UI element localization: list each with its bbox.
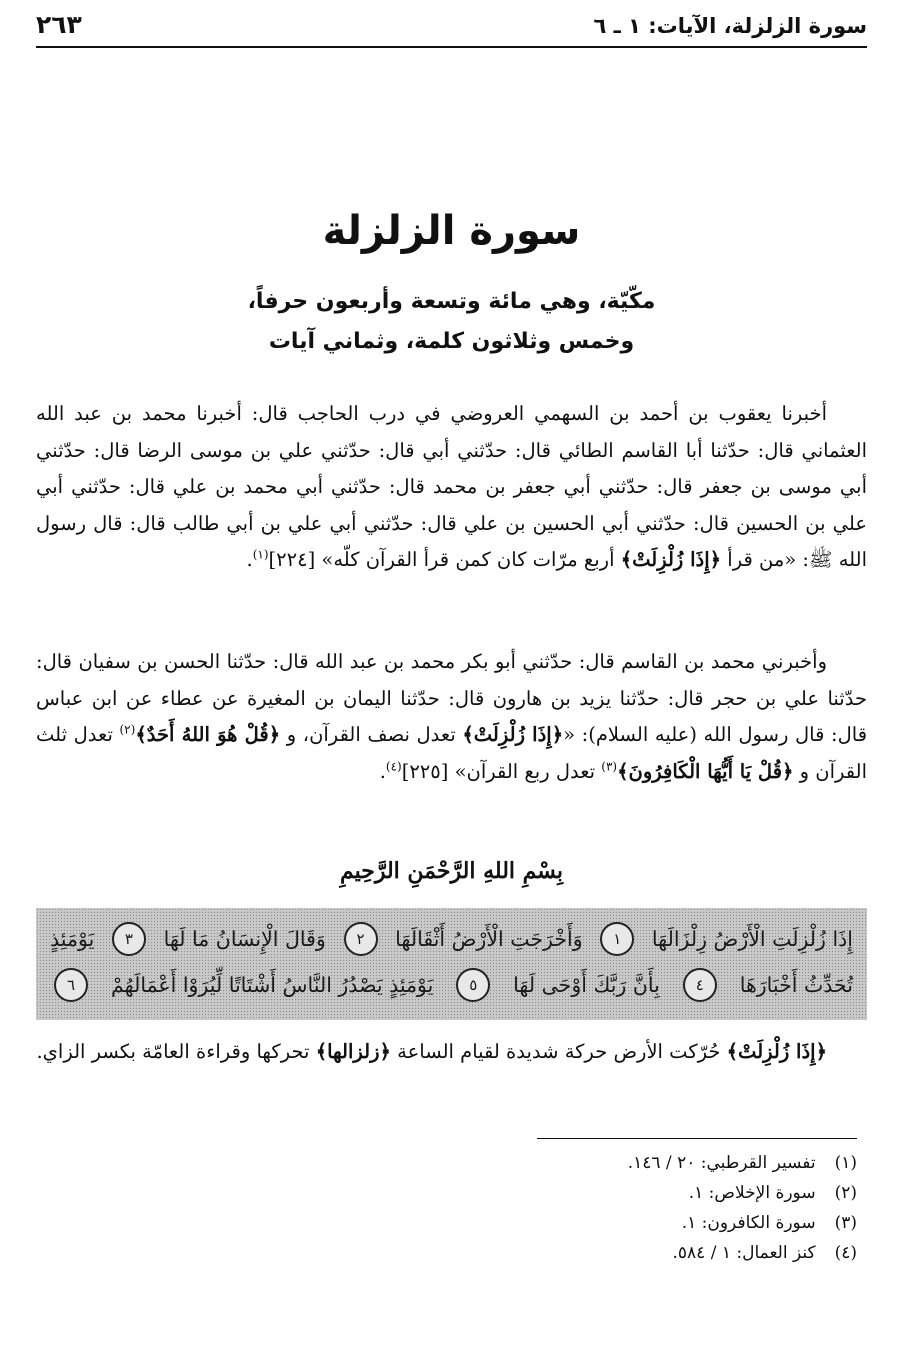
surah-subtitle-line1: مكّيّة، وهي مائة وتسعة وأربعون حرفاً، <box>247 289 656 314</box>
reference-number: [٢٢٥] <box>401 759 449 783</box>
verse-text: إِذَا زُلْزِلَتِ الْأَرْضُ زِلْزَالَهَا <box>651 927 853 951</box>
footnote-number: (٢) <box>834 1183 857 1203</box>
footnote-mark: (١) <box>252 547 269 562</box>
footnote-number: (٣) <box>834 1213 857 1233</box>
bismillah: بِسْمِ اللهِ الرَّحْمَنِ الرَّحِيمِ <box>339 858 564 884</box>
footnote-item <box>157 1178 857 1208</box>
verse-number-marker: ١ <box>600 922 634 956</box>
commentary-paragraph <box>36 1034 867 1071</box>
verse-text: وَأَخْرَجَتِ الْأَرْضُ أَثْقَالَهَا <box>395 927 583 951</box>
footnote-mark: (٤) <box>385 759 402 773</box>
surah-subtitle <box>0 282 903 362</box>
verse-text: يَوْمَئِذٍ يَصْدُرُ النَّاسُ أَشْتَاتًا لِّيُرَوْا أَعْمَالَهُمْ <box>110 973 434 997</box>
verse-text: يَوْمَئِذٍ <box>50 927 95 951</box>
footnote-number: (٤) <box>834 1243 857 1263</box>
verse-line-1 <box>50 916 853 962</box>
footnote-text: سورة الإخلاص: ١. <box>688 1183 816 1203</box>
ayah-quote: ﴿زلزالها﴾ <box>315 1040 391 1063</box>
footnote-mark: (٢) <box>119 722 136 737</box>
para3-text-b: تحركها وقراءة العامّة بكسر الزاي. <box>36 1040 310 1063</box>
footnote-text: تفسير القرطبي: ٢٠ / ١٤٦. <box>627 1153 816 1173</box>
verse-line-2 <box>50 962 853 1008</box>
para2-text-d: تعدل ربع القرآن» <box>454 759 596 783</box>
ayah-quote: ﴿إِذَا زُلْزِلَتْ﴾ <box>620 548 722 571</box>
surah-subtitle-line2: وخمس وثلاثون كلمة، وثماني آيات <box>268 329 635 354</box>
footnote-item <box>157 1208 857 1238</box>
ayah-quote: ﴿إِذَا زُلْزِلَتْ﴾ <box>726 1040 827 1063</box>
verse-text: تُحَدِّثُ أَخْبَارَهَا <box>739 973 853 997</box>
footnote-item <box>157 1238 857 1268</box>
footnote-mark: (٣) <box>601 759 618 773</box>
quran-verse-box <box>36 908 867 1020</box>
para1-text-b: أربع مرّات كان كمن قرأ القرآن كلّه» <box>321 548 615 571</box>
ayah-quote: ﴿قُلْ هُوَ اللهُ أَحَدٌ﴾ <box>135 723 281 746</box>
running-header <box>36 10 867 48</box>
verse-number-marker: ٤ <box>683 968 717 1002</box>
para3-text-a: حُرّكت الأرض حركة شديدة لقيام الساعة <box>397 1040 721 1063</box>
verse-number-marker: ٥ <box>456 968 490 1002</box>
para2-text-a: وأخبرني محمد بن القاسم قال: حدّثني أبو بكر محمد بن عبد الله قال: حدّثنا الحسن بن سفيان قال: حدّثنا علي بن حجر قال: حدّثنا يزيد بن هارون قال: حدّثنا اليمان بن المغيرة عن عطاء عن ابن عباس قال: قال رسول الله (عليه السلام): « <box>36 650 868 746</box>
footnote-number: (١) <box>834 1153 857 1173</box>
reference-number: [٢٢٤] <box>268 548 316 571</box>
hadith-paragraph-2: وأخبرني محمد بن القاسم قال: حدّثني أبو بكر محمد بن عبد الله قال: حدّثنا الحسن بن سفيان قال: حدّثنا علي بن حجر قال: حدّثنا يزيد بن هارون قال: حدّثنا اليمان بن المغيرة عن عطاء عن ابن عباس قال: قال رسول الله (عليه السلام): «﴿إِذَا زُلْزِلَتْ﴾ تعدل نصف القرآن، و ﴿قُلْ هُوَ اللهُ أَحَدٌ﴾$^{(٢)}$ تعدل ثلث القرآن و ﴿قُلْ يَا أَيُّهَا الْكَافِرُونَ﴾$^{(٣)}$ تعدل ربع القرآن» [٢٢٥]$^{(٤)}$. <box>36 650 868 783</box>
ayah-quote: ﴿إِذَا زُلْزِلَتْ﴾ <box>462 723 564 746</box>
hadith-paragraph-1: أخبرنا يعقوب بن أحمد بن السهمي العروضي في درب الحاجب قال: أخبرنا محمد بن عبد الله العثماني قال: حدّثنا أبا القاسم الطائي قال: حدّثني أبي قال: حدّثني علي بن موسى الرضا قال: حدّثني أبي موسى بن جعفر قال: حدّثني أبي جعفر بن محمد قال: حدّثني أبي محمد بن علي قال: حدّثني أبي علي بن الحسين قال: حدّثني أبي الحسين بن علي قال: حدّثني أبي علي بن أبي طالب قال: قال رسول الله ﷺ: «من قرأ ﴿إِذَا زُلْزِلَتْ﴾ أربع مرّات كان كمن قرأ القرآن كلّه» [٢٢٤]$^{(١)}$. <box>36 402 867 571</box>
page-number: ٢٦٣ <box>36 10 82 39</box>
verse-number-marker: ٣ <box>112 922 146 956</box>
para2-text-b: تعدل نصف القرآن، و <box>286 723 456 746</box>
verse-number-marker: ٦ <box>54 968 88 1002</box>
footnote-text: كنز العمال: ١ / ٥٨٤. <box>672 1243 816 1263</box>
footnote-divider <box>537 1138 857 1139</box>
para2-text-c: تعدل ثلث القرآن و <box>36 723 867 783</box>
verse-text: بِأَنَّ رَبَّكَ أَوْحَى لَهَا <box>513 973 660 997</box>
verse-text: وَقَالَ الْإِنسَانُ مَا لَهَا <box>163 927 326 951</box>
footnote-text: سورة الكافرون: ١. <box>681 1213 816 1233</box>
surah-title: سورة الزلزلة <box>322 208 581 254</box>
ayah-quote: ﴿قُلْ يَا أَيُّهَا الْكَافِرُونَ﴾ <box>617 759 794 783</box>
running-title: سورة الزلزلة، الآيات: ١ ـ ٦ <box>593 14 867 38</box>
footnote-item <box>157 1148 857 1178</box>
verse-number-marker: ٢ <box>344 922 378 956</box>
para1-text-a: أخبرنا يعقوب بن أحمد بن السهمي العروضي في درب الحاجب قال: أخبرنا محمد بن عبد الله العثماني قال: حدّثنا أبا القاسم الطائي قال: حدّثني أبي قال: حدّثني علي بن موسى الرضا قال: حدّثني أبي موسى بن جعفر قال: حدّثني أبي جعفر بن محمد قال: حدّثني أبي محمد بن علي قال: حدّثني أبي علي بن الحسين قال: حدّثني أبي الحسين بن علي قال: حدّثني أبي علي بن أبي طالب قال: قال رسول الله ﷺ: «من قرأ <box>36 402 867 571</box>
footnotes <box>157 1148 857 1268</box>
